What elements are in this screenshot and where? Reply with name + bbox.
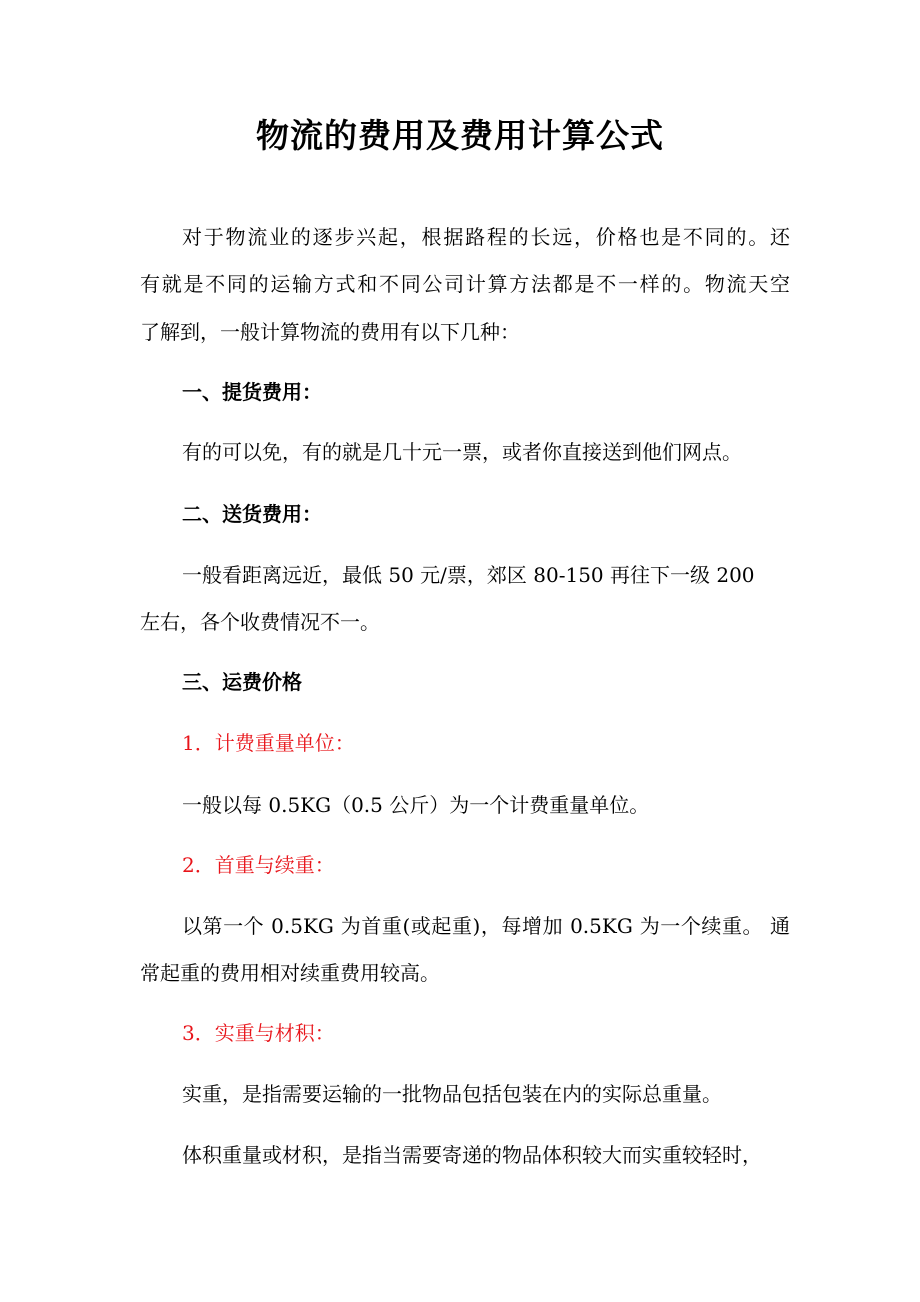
section-heading-pickup: 一、提货费用： (182, 380, 322, 404)
actual-weight-paragraph: 实重，是指需要运输的一批物品包括包装在内的实际总重量。 (182, 1082, 722, 1106)
first-weight-line-2: 常起重的费用相对续重费用较高。 (140, 961, 440, 985)
intro-line-3: 了解到，一般计算物流的费用有以下几种： (140, 320, 520, 344)
subheading-actual-volume: 3．实重与材积： (182, 1021, 335, 1045)
billing-unit-paragraph: 一般以每 0.5KG（0.5 公斤）为一个计费重量单位。 (182, 793, 650, 817)
pickup-paragraph: 有的可以免，有的就是几十元一票，或者你直接送到他们网点。 (182, 440, 742, 464)
intro-line-1: 对于物流业的逐步兴起，根据路程的长远，价格也是不同的。还 (182, 225, 790, 249)
section-heading-freight: 三、运费价格 (182, 670, 302, 694)
section-heading-delivery: 二、送货费用： (182, 502, 322, 526)
intro-line-2: 有就是不同的运输方式和不同公司计算方法都是不一样的。物流天空 (140, 272, 790, 296)
delivery-line-1: 一般看距离远近，最低 50 元/票，郊区 80-150 再往下一级 200 (182, 563, 755, 587)
subheading-billing-unit: 1．计费重量单位： (182, 731, 355, 755)
page-title: 物流的费用及费用计算公式 (256, 116, 664, 155)
subheading-first-weight: 2．首重与续重： (182, 853, 335, 877)
volume-weight-paragraph: 体积重量或材积，是指当需要寄递的物品体积较大而实重较轻时， (182, 1143, 762, 1167)
delivery-line-2: 左右，各个收费情况不一。 (140, 610, 380, 634)
first-weight-line-1: 以第一个 0.5KG 为首重(或起重)，每增加 0.5KG 为一个续重。 通 (182, 914, 790, 938)
